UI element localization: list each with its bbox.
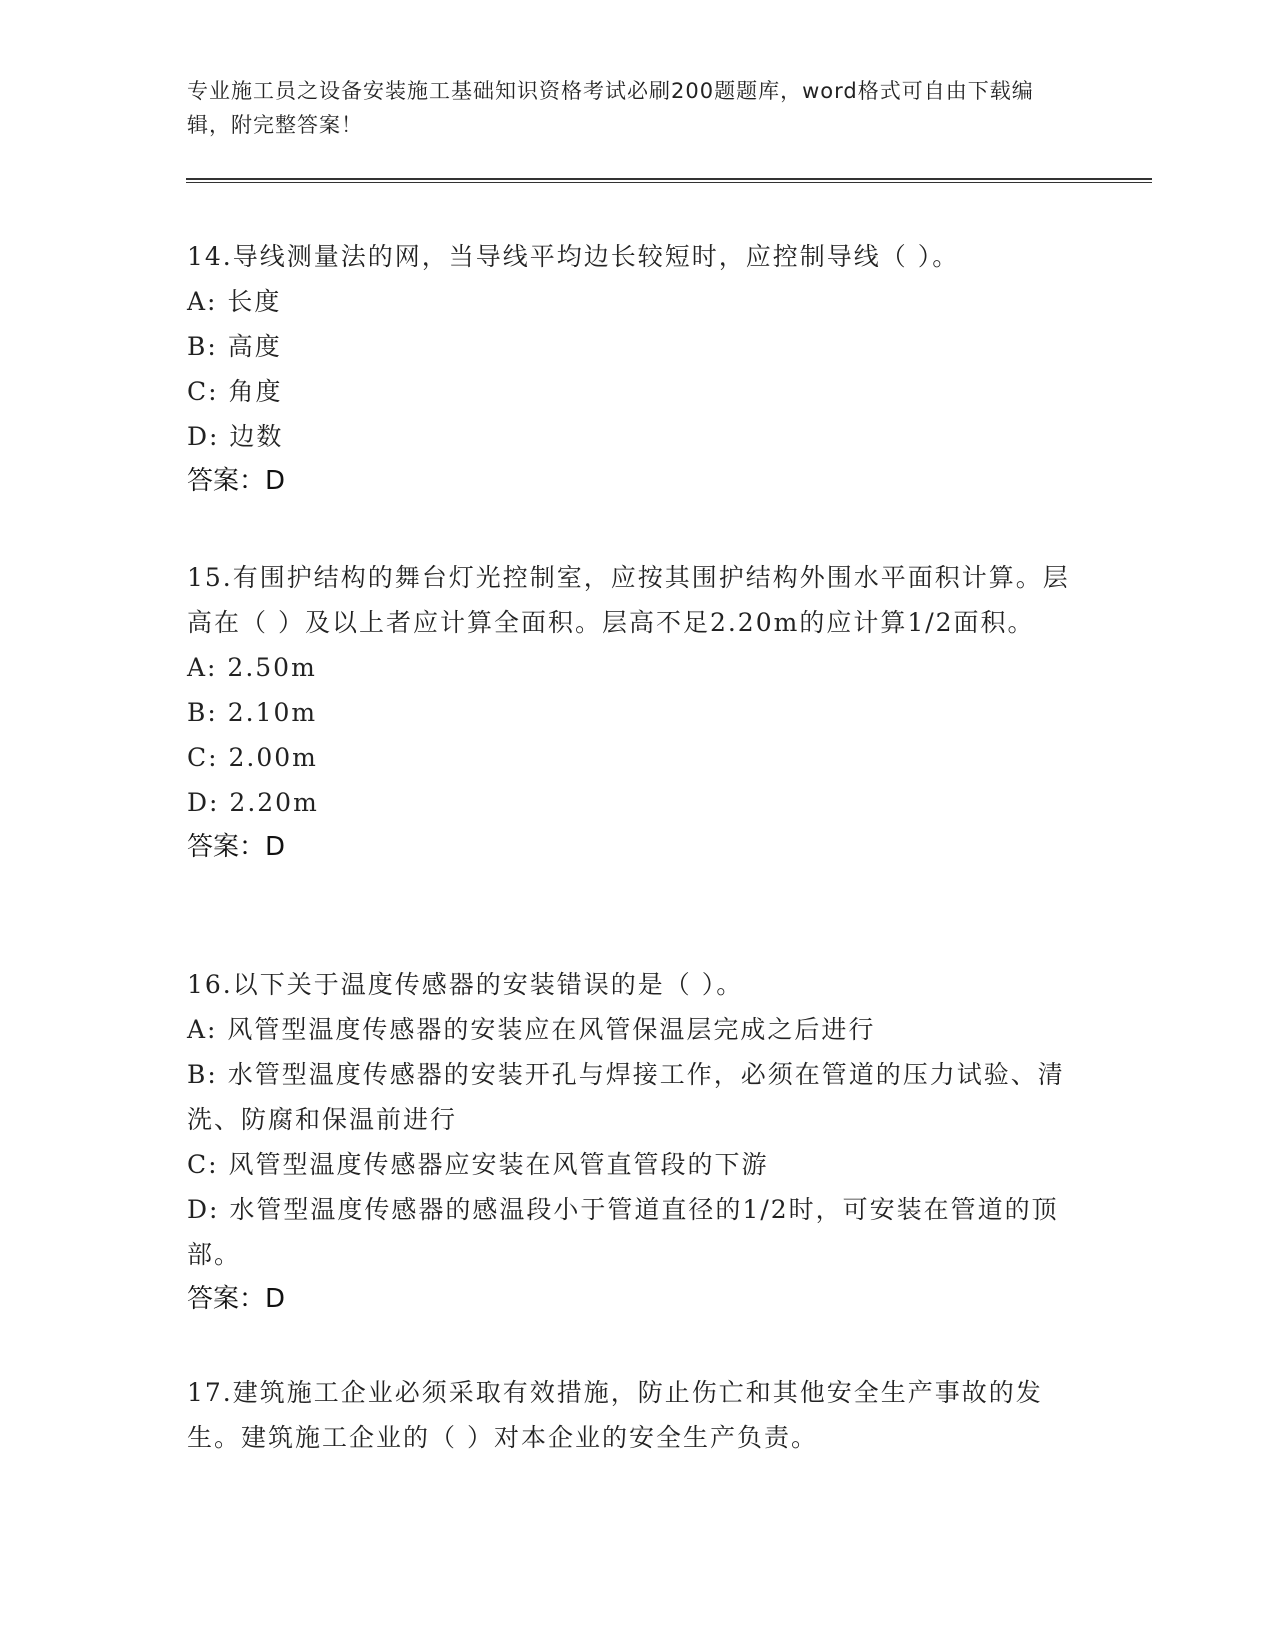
option-d: D: 水管型温度传感器的感温段小于管道直径的1/2时，可安装在管道的顶部。 (187, 1195, 1059, 1269)
answer-line: 答案：D (187, 832, 286, 862)
question-stem: 14.导线测量法的网，当导线平均边长较短时，应控制导线（ ）。 (187, 242, 960, 271)
answer-line: 答案：D (187, 1284, 286, 1314)
option-d: D: 边数 (187, 422, 284, 451)
question-stem: 16.以下关于温度传感器的安装错误的是（ ）。 (187, 970, 744, 999)
option-d: D: 2.20m (187, 788, 319, 817)
question-16 (187, 962, 1087, 1321)
option-a: A: 2.50m (187, 653, 317, 682)
option-b: B: 2.10m (187, 698, 318, 727)
question-17 (187, 1370, 1087, 1460)
option-a: A: 长度 (187, 287, 282, 316)
answer-line: 答案：D (187, 466, 286, 496)
document-header: 专业施工员之设备安装施工基础知识资格考试必刷200题题库，word格式可自由下载编辑，附完整答案！ (187, 79, 1034, 137)
option-b: B: 高度 (187, 332, 282, 361)
question-stem: 17.建筑施工企业必须采取有效措施，防止伤亡和其他安全生产事故的发生。建筑施工企业的（ ）对本企业的安全生产负责。 (187, 1378, 1043, 1452)
option-c: C: 角度 (187, 377, 283, 406)
question-14 (187, 234, 1087, 503)
option-b: B: 水管型温度传感器的安装开孔与焊接工作，必须在管道的压力试验、清洗、防腐和保温前进行 (187, 1060, 1065, 1134)
header-divider-thin (186, 182, 1152, 183)
option-c: C: 风管型温度传感器应安装在风管直管段的下游 (187, 1150, 769, 1179)
header-divider (186, 178, 1152, 180)
question-stem: 15.有围护结构的舞台灯光控制室，应按其围护结构外围水平面积计算。层高在（ ）及以上者应计算全面积。层高不足2.20m的应计算1/2面积。 (187, 563, 1070, 637)
question-15 (187, 555, 1087, 869)
option-c: C: 2.00m (187, 743, 318, 772)
option-a: A: 风管型温度传感器的安装应在风管保温层完成之后进行 (187, 1015, 876, 1044)
